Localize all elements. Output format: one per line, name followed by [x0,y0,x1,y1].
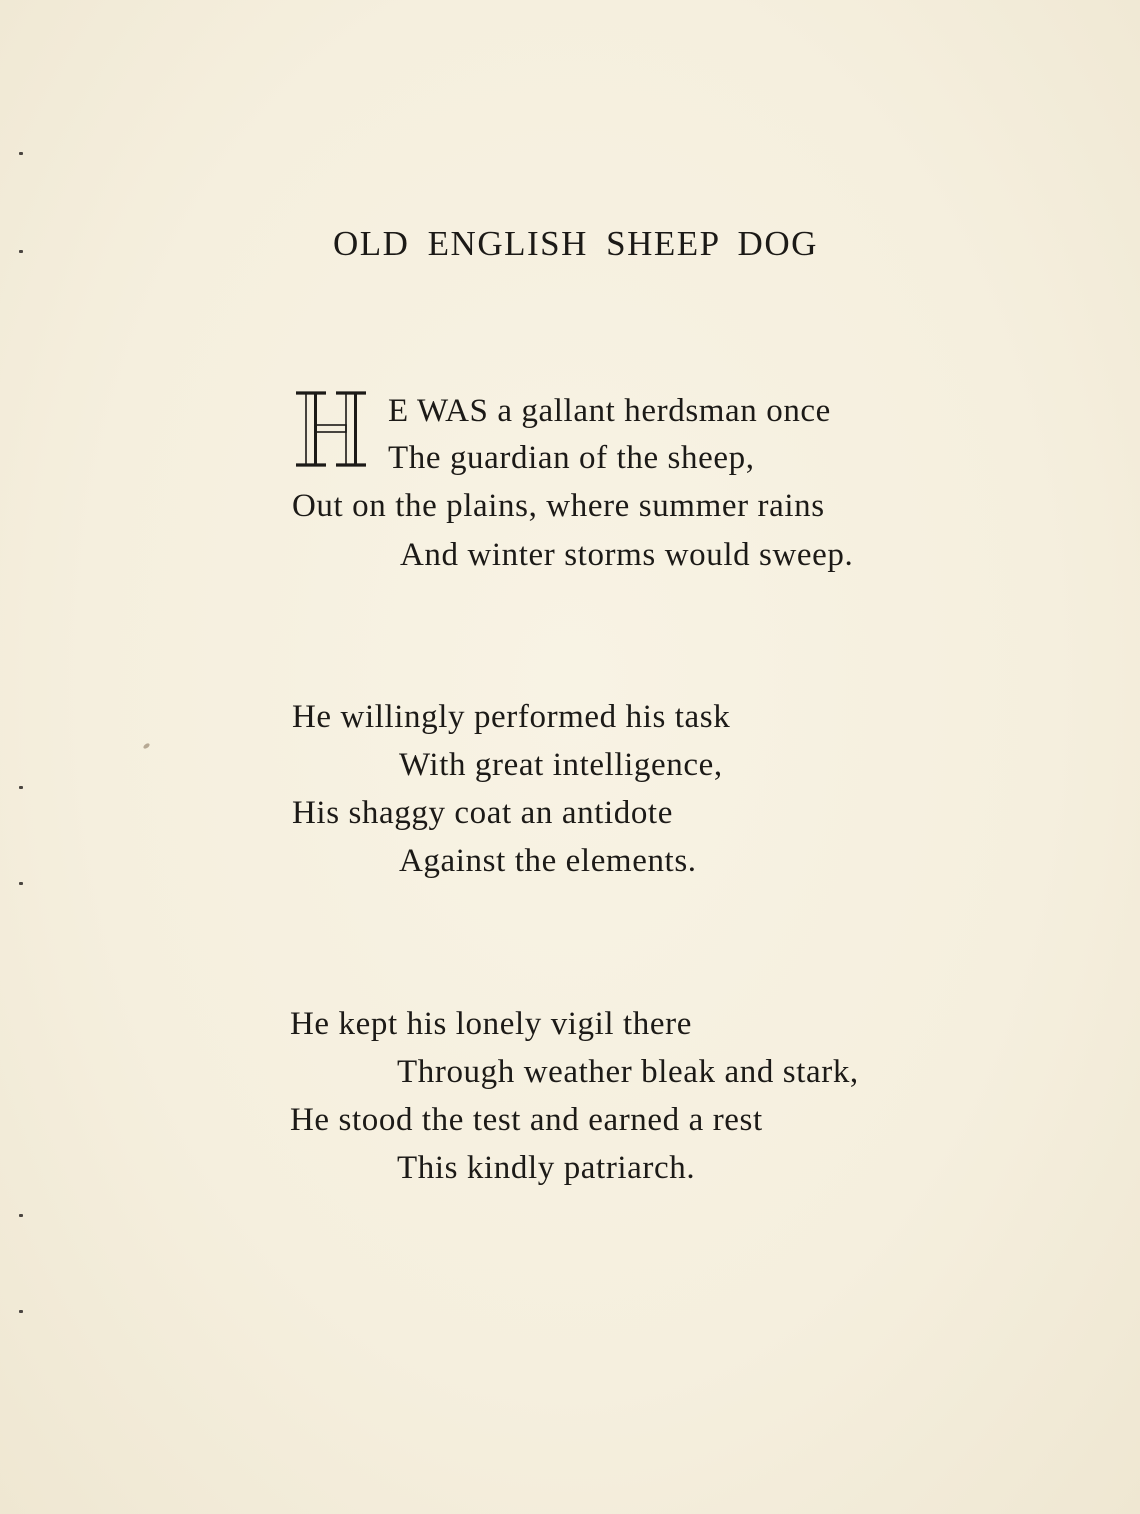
drop-cap-letter [294,385,380,471]
binding-hole-mark [19,152,23,155]
binding-hole-mark [19,1310,23,1313]
stanza-1-line-3: Out on the plains, where summer rains [292,488,825,524]
stanza-2-line-1: He willingly performed his task [292,699,731,735]
binding-hole-mark [19,882,23,885]
binding-hole-mark [19,786,23,789]
binding-hole-mark [19,1214,23,1217]
binding-hole-mark [19,250,23,253]
paper-speck [142,742,150,749]
stanza-2-line-2: With great intelligence, [399,747,723,783]
stanza-1-line-4: And winter storms would sweep. [400,537,854,573]
stanza-3-line-1: He kept his lonely vigil there [290,1006,692,1042]
stanza-1-line-2: The guardian of the sheep, [388,440,755,476]
stanza-3-line-4: This kindly patriarch. [397,1150,696,1186]
stanza-3-line-3: He stood the test and earned a rest [290,1102,763,1138]
stanza-3-line-2: Through weather bleak and stark, [397,1054,859,1090]
stanza-2-line-4: Against the elements. [399,843,697,879]
stanza-2-line-3: His shaggy coat an antidote [292,795,673,831]
stanza-1-line-1: E WAS a gallant herdsman once [388,393,831,429]
poem-title: OLD ENGLISH SHEEP DOG [333,224,818,263]
